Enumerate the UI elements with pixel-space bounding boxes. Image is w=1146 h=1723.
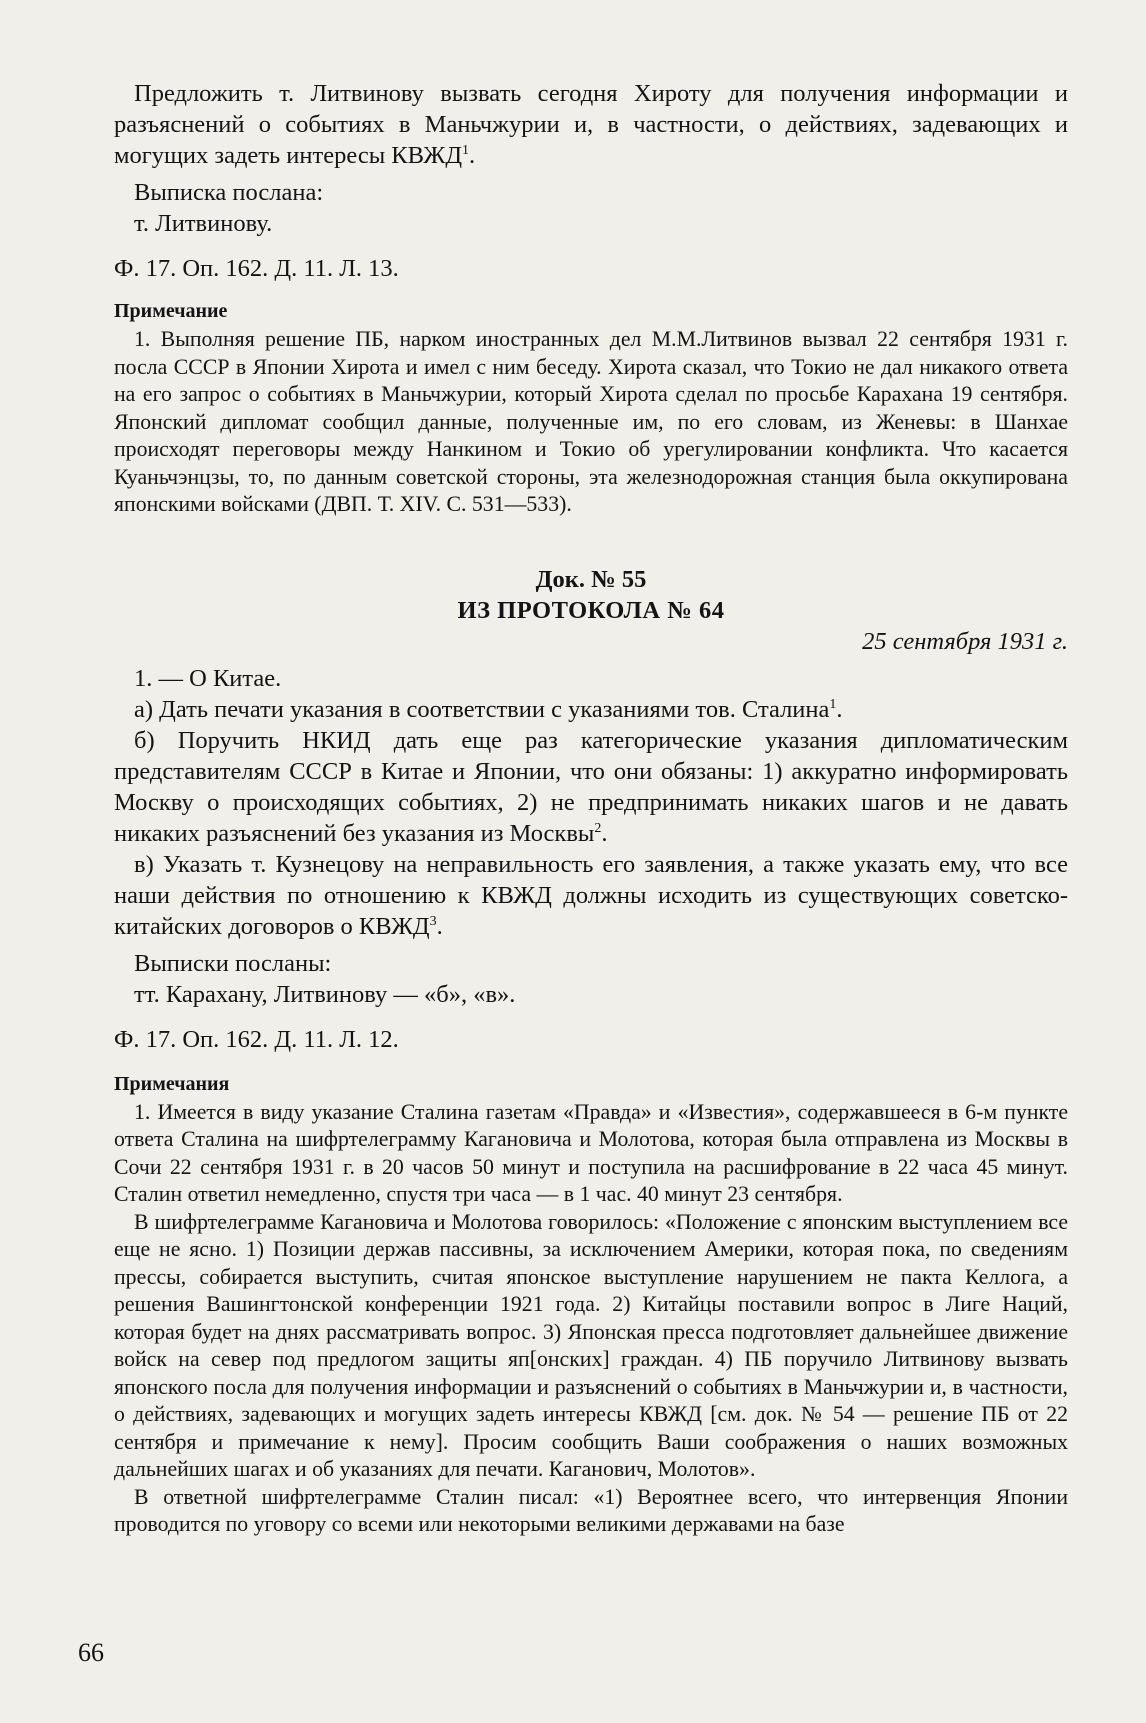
- doc-item: 1. — О Китае.: [134, 664, 282, 692]
- section1-excerpt-to: т. Литвинову.: [134, 210, 273, 237]
- doc-point-c: в) Указать т. Кузнецову на неправильность его заявления, а также указать ему, что все наши действия по отношению к КВЖД должны исходить из существующих советско-китайских договоров о КВЖД$^3$.: [114, 850, 1068, 940]
- doc-excerpts-label: Выписки посланы:: [134, 949, 332, 977]
- notes-heading: Примечания: [114, 1072, 230, 1095]
- doc-point-b: б) Поручить НКИД дать еще раз категорические указания дипломатическим представителям СССР в Китае и Японии, что они обязаны: 1) аккуратно информировать Москву о происходящих событиях, 2) не предпринимать никаких шагов и не давать никаких разъяснений без указания из Москвы$^2$.: [114, 726, 1068, 847]
- section1-paragraph: Предложить т. Литвинову вызвать сегодня Хироту для получения информации и разъяснений о событиях в Маньчжурии и, в частности, о действиях, задевающих и могущих задеть интересы КВЖД$^1$.: [114, 80, 1068, 169]
- notes-paragraph-1: 1. Имеется в виду указание Сталина газетам «Правда» и «Известия», содержавшееся в 6-м пункте ответа Сталина на шифртелеграмму Кагановича и Молотова, которая была отправлена из Москвы в Сочи 22 сентября 1931 г. в 20 часов 50 минут и поступила на расшифрование в 22 часа 45 минут. Сталин ответил немедленно, спустя три часа — в 1 час. 40 минут 23 сентября.: [114, 1099, 1068, 1206]
- doc-point-a: а) Дать печати указания в соответствии с указаниями тов. Сталина$^1$.: [134, 695, 843, 723]
- section1-archive-ref: Ф. 17. Оп. 162. Д. 11. Л. 13.: [114, 255, 399, 282]
- page-number: 66: [78, 1638, 104, 1667]
- document-page: [114, 78, 1068, 1539]
- doc-number: Док. № 55: [535, 565, 647, 593]
- doc-date: 25 сентября 1931 г.: [862, 627, 1068, 655]
- section1-note: 1. Выполняя решение ПБ, нарком иностранных дел М.М.Литвинов вызвал 22 сентября 1931 г. посла СССР в Японии Хирота и имел с ним беседу. Хирота сказал, что Токио не дал никакого ответа на его запрос о событиях в Маньчжурии, который Хирота сделал по просьбе Карахана 19 сентября. Японский дипломат сообщил данные, полученные им, по его словам, из Женевы: в Шанхае происходят переговоры между Нанкином и Токио об урегулировании конфликта. Что касается Куаньчэнцзы, то, по данным советской стороны, эта железнодорожная станция была оккупирована японскими войсками (ДВП. Т. XIV. С. 531—533).: [114, 327, 1068, 516]
- notes-paragraph-2: В шифртелеграмме Кагановича и Молотова говорилось: «Положение с японским выступлением все еще не ясно. 1) Позиции держав пассивны, за исключением Америки, которая пока, по сведениям прессы, собирается выступить, считая японское выступление нарушением не пакта Келлога, а решения Вашингтонской конференции 1921 года. 2) Китайцы поставили вопрос в Лиге Наций, которая будет на днях рассматривать вопрос. 3) Японская пресса подготовляет дальнейшее движение войск на север под предлогом защиты яп[онских] граждан. 4) ПБ поручило Литвинову вызвать японского посла для получения информации и разъяснений о событиях в Маньчжурии и, в частности, о действиях, задевающих и могущих задеть интересы КВЖД [см. док. № 54 — решение ПБ от 22 сентября и примечание к нему]. Просим сообщить Ваши соображения о наших возможных дальнейших шагах и об указаниях для печати. Каганович, Молотов».: [114, 1209, 1068, 1481]
- section1-note-heading: Примечание: [114, 300, 228, 322]
- doc-archive-ref: Ф. 17. Оп. 162. Д. 11. Л. 12.: [114, 1025, 399, 1053]
- doc-excerpts-to: тт. Карахану, Литвинову — «б», «в».: [134, 980, 516, 1008]
- notes-paragraph-3: В ответной шифртелеграмме Сталин писал: «1) Вероятнее всего, что интервенция Японии проводится по уговору со всеми или некоторыми великими державами на базе: [114, 1484, 1068, 1536]
- section1-excerpt-label: Выписка послана:: [134, 179, 324, 206]
- doc-title: ИЗ ПРОТОКОЛА № 64: [457, 596, 725, 624]
